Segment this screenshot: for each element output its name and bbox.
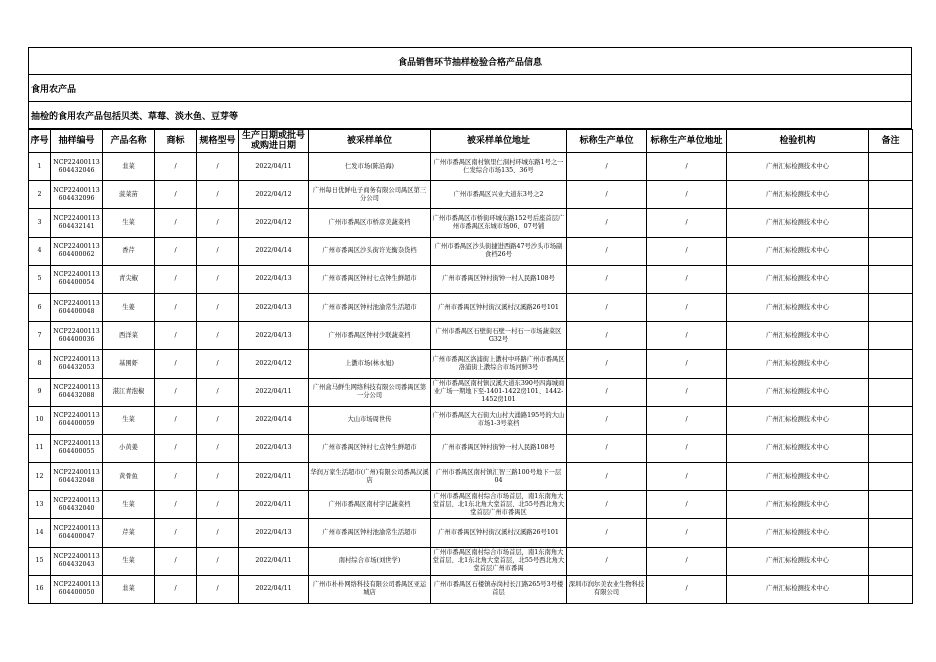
col-test-agency-cell: 广州汇标检测技术中心 <box>727 293 869 321</box>
col-index-cell: 1 <box>29 153 51 181</box>
col-manufacturer-cell: / <box>567 237 647 265</box>
col-spec-cell: / <box>197 378 239 406</box>
col-brand-cell: / <box>155 575 197 603</box>
col-test-agency-cell: 广州汇标检测技术中心 <box>727 237 869 265</box>
sheet-title: 食品销售环节抽样检验合格产品信息 <box>28 47 912 75</box>
col-remarks-cell <box>869 237 913 265</box>
col-sampled-address-cell: 广州市番禺区石楼镇赤岗村长江路265号3号楼首层 <box>431 575 567 603</box>
table-row <box>29 547 913 575</box>
col-product-name-cell: 基围虾 <box>103 350 155 378</box>
col-test-agency-cell: 广州汇标检测技术中心 <box>727 153 869 181</box>
col-product-name-cell: 生菜 <box>103 209 155 237</box>
col-manufacturer-cell: / <box>567 350 647 378</box>
col-sample-no-cell: NCP22400113604400054 <box>51 265 103 293</box>
header-row <box>29 130 913 153</box>
col-brand-cell: / <box>155 519 197 547</box>
col-index-cell: 5 <box>29 265 51 293</box>
col-product-name-cell: 青尖椒 <box>103 265 155 293</box>
col-sample-no-cell: NCP22400113604400062 <box>51 237 103 265</box>
col-brand-header: 商标 <box>155 130 197 153</box>
col-manufacturer-cell: / <box>567 378 647 406</box>
col-index-cell: 4 <box>29 237 51 265</box>
col-brand-cell: / <box>155 265 197 293</box>
table-row <box>29 209 913 237</box>
table-row <box>29 181 913 209</box>
col-manufacturer-cell: / <box>567 153 647 181</box>
col-sample-no-cell: NCP22400113604432053 <box>51 350 103 378</box>
col-spec-cell: / <box>197 153 239 181</box>
col-date-cell: 2022/04/12 <box>239 181 309 209</box>
col-manufacturer-cell: / <box>567 434 647 462</box>
col-sampled-unit-cell: 广州市朴朴网络科技有限公司番禺区亚运城店 <box>309 575 431 603</box>
col-remarks-cell <box>869 350 913 378</box>
col-manufacturer-header: 标称生产单位 <box>567 130 647 153</box>
col-manufacturer-address-cell: / <box>647 293 727 321</box>
col-brand-cell: / <box>155 547 197 575</box>
col-manufacturer-cell: / <box>567 491 647 519</box>
col-date-cell: 2022/04/11 <box>239 491 309 519</box>
col-index-cell: 7 <box>29 322 51 350</box>
col-index-cell: 14 <box>29 519 51 547</box>
col-test-agency-cell: 广州汇标检测技术中心 <box>727 491 869 519</box>
col-date-cell: 2022/04/12 <box>239 350 309 378</box>
col-sampled-address-cell: 广州市番禺区钟村街钟一村人民路108号 <box>431 434 567 462</box>
col-brand-cell: / <box>155 322 197 350</box>
col-test-agency-header: 检验机构 <box>727 130 869 153</box>
col-sample-no-cell: NCP22400113604400050 <box>51 575 103 603</box>
col-sample-no-cell: NCP22400113604432088 <box>51 378 103 406</box>
table-body <box>29 153 913 604</box>
col-remarks-header: 备注 <box>869 130 913 153</box>
col-sample-no-cell: NCP22400113604432046 <box>51 153 103 181</box>
col-spec-cell: / <box>197 237 239 265</box>
col-manufacturer-cell: / <box>567 322 647 350</box>
col-manufacturer-cell: / <box>567 181 647 209</box>
col-sampled-address-cell: 广州市番禺区市桥街环城东路152号后座首层广州市番禺区东城市场06、07号铺 <box>431 209 567 237</box>
col-product-name-cell: 生姜 <box>103 293 155 321</box>
col-manufacturer-address-cell: / <box>647 378 727 406</box>
col-sampled-address-cell: 广州市番禺区钟村街汉溪村汉溪路26号101 <box>431 293 567 321</box>
col-test-agency-cell: 广州汇标检测技术中心 <box>727 265 869 293</box>
col-date-cell: 2022/04/12 <box>239 209 309 237</box>
col-sampled-unit-cell: 广州市番禺区南村宇记蔬菜档 <box>309 491 431 519</box>
col-remarks-cell <box>869 293 913 321</box>
col-sample-no-cell: NCP22400113604400047 <box>51 519 103 547</box>
col-test-agency-cell: 广州汇标检测技术中心 <box>727 322 869 350</box>
col-sampled-address-cell: 广州市番禺区大石街大山村大涌路195号的大山市场1-3号菜档 <box>431 406 567 434</box>
col-sample-no-cell: NCP22400113604400055 <box>51 434 103 462</box>
col-product-name-cell: 生菜 <box>103 406 155 434</box>
col-remarks-cell <box>869 209 913 237</box>
col-manufacturer-address-cell: / <box>647 237 727 265</box>
col-sampled-unit-cell: 大山市场周世传 <box>309 406 431 434</box>
col-product-name-cell: 香芹 <box>103 237 155 265</box>
col-date-cell: 2022/04/11 <box>239 463 309 491</box>
col-manufacturer-address-cell: / <box>647 547 727 575</box>
col-spec-cell: / <box>197 519 239 547</box>
table-row <box>29 237 913 265</box>
col-manufacturer-address-cell: / <box>647 350 727 378</box>
col-index-cell: 2 <box>29 181 51 209</box>
col-sampled-unit-cell: 上漖市场(林永旭) <box>309 350 431 378</box>
col-product-name-cell: 韭菜 <box>103 575 155 603</box>
col-sampled-address-cell: 广州市番禺区兴业大道东3号之2 <box>431 181 567 209</box>
col-sample-no-cell: NCP22400113604400036 <box>51 322 103 350</box>
col-test-agency-cell: 广州汇标检测技术中心 <box>727 547 869 575</box>
col-remarks-cell <box>869 406 913 434</box>
col-manufacturer-address-cell: / <box>647 463 727 491</box>
col-test-agency-cell: 广州汇标检测技术中心 <box>727 575 869 603</box>
col-test-agency-cell: 广州汇标检测技术中心 <box>727 519 869 547</box>
col-sampled-unit-cell: 广州市番禺区市桥彦美蔬菜档 <box>309 209 431 237</box>
col-product-name-cell: 芹菜 <box>103 519 155 547</box>
col-sample-no-cell: NCP22400113604432043 <box>51 547 103 575</box>
table-row <box>29 293 913 321</box>
col-sample-no-cell: NCP22400113604400059 <box>51 406 103 434</box>
col-manufacturer-cell: 深圳市润尔美农业生物科技有限公司 <box>567 575 647 603</box>
col-spec-cell: / <box>197 463 239 491</box>
col-spec-cell: / <box>197 491 239 519</box>
col-sampled-unit-cell: 广州盒马鲜生网络科技有限公司番禺区第一分公司 <box>309 378 431 406</box>
col-brand-cell: / <box>155 434 197 462</box>
col-index-cell: 11 <box>29 434 51 462</box>
col-sampled-address-cell: 广州市番禺区南村镇汉溪大道东390号四海城商业广场一期地下至-1401-1422房101、1442-1452房101 <box>431 378 567 406</box>
col-index-cell: 16 <box>29 575 51 603</box>
col-manufacturer-address-cell: / <box>647 265 727 293</box>
col-test-agency-cell: 广州汇标检测技术中心 <box>727 181 869 209</box>
table-row <box>29 378 913 406</box>
col-sampled-address-cell: 广州市番禺区石壁街石壁一村石一市场蔬菜区G32号 <box>431 322 567 350</box>
table-row <box>29 153 913 181</box>
col-remarks-cell <box>869 491 913 519</box>
col-sampled-unit-cell: 华润万家生活超市(广州)有限公司番禺汉溪店 <box>309 463 431 491</box>
col-spec-cell: / <box>197 547 239 575</box>
col-remarks-cell <box>869 519 913 547</box>
col-remarks-cell <box>869 463 913 491</box>
col-product-name-cell: 西洋菜 <box>103 322 155 350</box>
col-date-cell: 2022/04/14 <box>239 237 309 265</box>
col-manufacturer-cell: / <box>567 463 647 491</box>
col-manufacturer-cell: / <box>567 547 647 575</box>
col-sampled-unit-cell: 南村综合市场(刘世学) <box>309 547 431 575</box>
col-sampled-address-cell: 广州市番禺区南村镇里仁洞村环城东路1号之一仁发综合市场135、36号 <box>431 153 567 181</box>
col-spec-cell: / <box>197 322 239 350</box>
col-date-header: 生产日期或批号或购进日期 <box>239 130 309 153</box>
col-index-cell: 9 <box>29 378 51 406</box>
col-manufacturer-address-cell: / <box>647 434 727 462</box>
col-index-cell: 10 <box>29 406 51 434</box>
col-manufacturer-address-cell: / <box>647 519 727 547</box>
col-index-cell: 15 <box>29 547 51 575</box>
col-spec-cell: / <box>197 265 239 293</box>
table-row <box>29 491 913 519</box>
col-date-cell: 2022/04/13 <box>239 265 309 293</box>
col-sampled-address-cell: 广州市番禺区洛浦街上漖村中环路广州市番禺区洛浦街上漖综合市场河鲜3号 <box>431 350 567 378</box>
col-test-agency-cell: 广州汇标检测技术中心 <box>727 350 869 378</box>
col-sample-no-cell: NCP22400113604432141 <box>51 209 103 237</box>
col-remarks-cell <box>869 575 913 603</box>
col-product-name-cell: 菠菜苗 <box>103 181 155 209</box>
col-spec-cell: / <box>197 350 239 378</box>
results-table <box>28 129 913 604</box>
col-sampled-address-cell: 广州市番禺区南村综合市场首层，南1东南角大堂首层、北1东北角大堂首层、北55号西北角大堂首层广州市番禺区 <box>431 491 567 519</box>
col-date-cell: 2022/04/11 <box>239 153 309 181</box>
col-brand-cell: / <box>155 153 197 181</box>
table-row <box>29 434 913 462</box>
category-label: 食用农产品 <box>28 75 912 102</box>
col-sample-no-cell: NCP22400113604432096 <box>51 181 103 209</box>
col-manufacturer-address-cell: / <box>647 406 727 434</box>
col-manufacturer-cell: / <box>567 293 647 321</box>
col-spec-header: 规格型号 <box>197 130 239 153</box>
col-test-agency-cell: 广州汇标检测技术中心 <box>727 463 869 491</box>
col-brand-cell: / <box>155 378 197 406</box>
col-manufacturer-address-cell: / <box>647 153 727 181</box>
col-remarks-cell <box>869 265 913 293</box>
col-sampled-unit-cell: 广州市番禺区钟村池渝常生活超市 <box>309 293 431 321</box>
col-test-agency-cell: 广州汇标检测技术中心 <box>727 378 869 406</box>
col-spec-cell: / <box>197 575 239 603</box>
col-manufacturer-cell: / <box>567 265 647 293</box>
col-remarks-cell <box>869 181 913 209</box>
col-manufacturer-address-cell: / <box>647 209 727 237</box>
col-date-cell: 2022/04/14 <box>239 406 309 434</box>
table-row <box>29 350 913 378</box>
table-row <box>29 575 913 603</box>
col-manufacturer-cell: / <box>567 209 647 237</box>
table-row <box>29 463 913 491</box>
col-remarks-cell <box>869 434 913 462</box>
col-sample-no-cell: NCP22400113604432048 <box>51 463 103 491</box>
sheet <box>28 47 912 604</box>
col-sampled-address-cell: 广州市番禺区南村镇汇智三路100号地下一层04 <box>431 463 567 491</box>
col-sampled-unit-cell: 仁发市场(陈沿海) <box>309 153 431 181</box>
col-date-cell: 2022/04/13 <box>239 293 309 321</box>
col-index-cell: 6 <box>29 293 51 321</box>
col-manufacturer-cell: / <box>567 406 647 434</box>
col-spec-cell: / <box>197 293 239 321</box>
col-date-cell: 2022/04/13 <box>239 322 309 350</box>
col-date-cell: 2022/04/13 <box>239 519 309 547</box>
col-manufacturer-address-header: 标称生产单位地址 <box>647 130 727 153</box>
col-product-name-cell: 生菜 <box>103 491 155 519</box>
col-sampled-address-cell: 广州市番禺区钟村街汉溪村汉溪路26号101 <box>431 519 567 547</box>
col-sampled-unit-cell: 广州市番禺区沙头街许光衡杂货档 <box>309 237 431 265</box>
col-brand-cell: / <box>155 237 197 265</box>
col-test-agency-cell: 广州汇标检测技术中心 <box>727 406 869 434</box>
col-remarks-cell <box>869 153 913 181</box>
col-remarks-cell <box>869 378 913 406</box>
col-spec-cell: / <box>197 406 239 434</box>
col-brand-cell: / <box>155 463 197 491</box>
table-row <box>29 406 913 434</box>
col-sampled-address-cell: 广州市番禺区南村综合市场首层，南1东南角大堂首层、北1东北角大堂首层，北55号西北角大堂首层广州市番禺 <box>431 547 567 575</box>
col-sampled-address-header: 被采样单位地址 <box>431 130 567 153</box>
col-sample-no-cell: NCP22400113604400048 <box>51 293 103 321</box>
table-row <box>29 519 913 547</box>
col-product-name-cell: 韭菜 <box>103 153 155 181</box>
col-test-agency-cell: 广州汇标检测技术中心 <box>727 209 869 237</box>
col-manufacturer-cell: / <box>567 519 647 547</box>
col-brand-cell: / <box>155 293 197 321</box>
col-test-agency-cell: 广州汇标检测技术中心 <box>727 434 869 462</box>
col-brand-cell: / <box>155 491 197 519</box>
col-index-cell: 3 <box>29 209 51 237</box>
col-index-cell: 8 <box>29 350 51 378</box>
col-remarks-cell <box>869 547 913 575</box>
table-row <box>29 265 913 293</box>
col-sampled-address-cell: 广州市番禺区沙头街捷进西路47号沙头市场副食档26号 <box>431 237 567 265</box>
col-date-cell: 2022/04/11 <box>239 547 309 575</box>
col-spec-cell: / <box>197 181 239 209</box>
table-row <box>29 322 913 350</box>
col-index-cell: 13 <box>29 491 51 519</box>
col-sampled-unit-cell: 广州每日优鲜电子商务有限公司禺区第三分公司 <box>309 181 431 209</box>
col-product-name-cell: 生菜 <box>103 547 155 575</box>
col-sampled-unit-cell: 广州市番禺区钟村池渝常生活超市 <box>309 519 431 547</box>
col-sampled-unit-header: 被采样单位 <box>309 130 431 153</box>
col-manufacturer-address-cell: / <box>647 575 727 603</box>
col-brand-cell: / <box>155 406 197 434</box>
col-date-cell: 2022/04/11 <box>239 378 309 406</box>
col-sampled-unit-cell: 广州市番禺区钟村七点钟生鲜超市 <box>309 434 431 462</box>
col-product-name-header: 产品名称 <box>103 130 155 153</box>
col-brand-cell: / <box>155 350 197 378</box>
col-brand-cell: / <box>155 181 197 209</box>
col-date-cell: 2022/04/13 <box>239 434 309 462</box>
col-sample-no-header: 抽样编号 <box>51 130 103 153</box>
col-manufacturer-address-cell: / <box>647 181 727 209</box>
col-index-header: 序号 <box>29 130 51 153</box>
col-index-cell: 12 <box>29 463 51 491</box>
col-sampled-address-cell: 广州市番禺区钟村街钟一村人民路108号 <box>431 265 567 293</box>
col-product-name-cell: 黄骨鱼 <box>103 463 155 491</box>
col-product-name-cell: 小黄姜 <box>103 434 155 462</box>
col-manufacturer-address-cell: / <box>647 491 727 519</box>
col-remarks-cell <box>869 322 913 350</box>
col-sampled-unit-cell: 广州市番禺区钟村少联蔬菜档 <box>309 322 431 350</box>
description-label: 抽检的食用农产品包括贝类、草莓、淡水鱼、豆芽等 <box>28 102 912 129</box>
col-sampled-unit-cell: 广州市番禺区钟村七点钟生鲜超市 <box>309 265 431 293</box>
col-spec-cell: / <box>197 434 239 462</box>
col-brand-cell: / <box>155 209 197 237</box>
col-manufacturer-address-cell: / <box>647 322 727 350</box>
col-product-name-cell: 湛江青泡椒 <box>103 378 155 406</box>
col-sample-no-cell: NCP22400113604432040 <box>51 491 103 519</box>
col-date-cell: 2022/04/11 <box>239 575 309 603</box>
col-spec-cell: / <box>197 209 239 237</box>
